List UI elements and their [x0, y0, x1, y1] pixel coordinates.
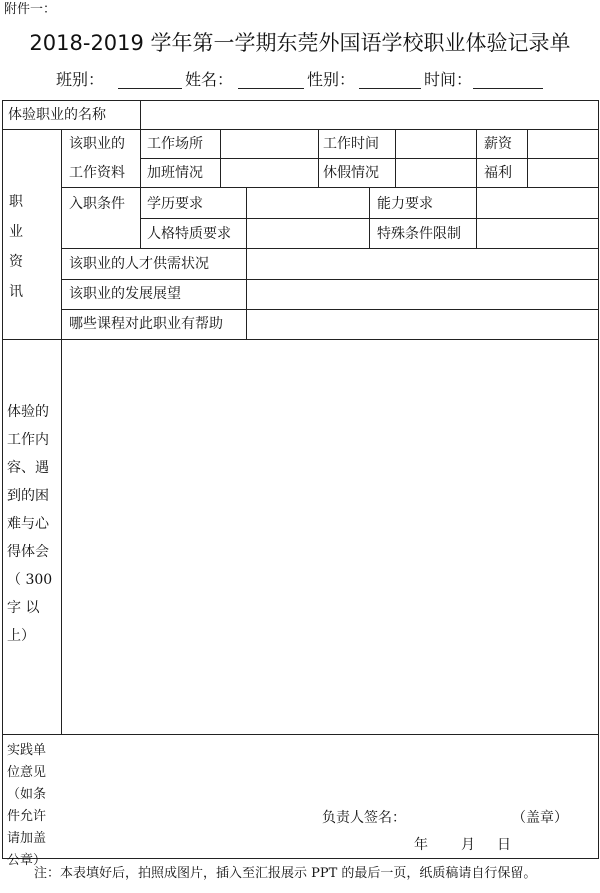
entry-conditions-label: 入职条件: [69, 196, 125, 212]
overtime-field[interactable]: [222, 160, 317, 186]
vacation-label: 休假情况: [323, 165, 379, 181]
date-year-label: 年: [414, 837, 428, 853]
special-limits-field[interactable]: [478, 220, 597, 247]
talent-supply-field[interactable]: [248, 250, 597, 278]
class-label: 班别：: [56, 70, 105, 89]
attachment-label: 附件一：: [4, 2, 57, 17]
table-border-bottom: [2, 858, 599, 859]
helpful-courses-label: 哪些课程对此职业有帮助: [69, 316, 223, 332]
grid-line: [61, 279, 598, 280]
time-label: 时间：: [424, 70, 473, 89]
talent-supply-label: 该职业的人才供需状况: [69, 256, 209, 272]
grid-line: [476, 129, 477, 187]
grid-line: [140, 129, 141, 248]
grid-line: [220, 129, 221, 187]
salary-label: 薪资: [484, 136, 512, 152]
ability-label: 能力要求: [377, 196, 433, 212]
education-label: 学历要求: [147, 196, 203, 212]
helpful-courses-field[interactable]: [248, 311, 597, 338]
experience-textarea[interactable]: [63, 341, 597, 733]
grid-line: [527, 129, 528, 187]
job-data-label-line2: 工作资料: [69, 165, 125, 181]
grid-line: [61, 129, 62, 339]
grid-line: [318, 129, 319, 187]
name-field[interactable]: [238, 88, 304, 89]
benefits-field[interactable]: [529, 160, 597, 186]
grid-line: [2, 734, 599, 735]
job-name-label: 体验职业的名称: [8, 107, 106, 123]
practice-opinion-label: 实践单位意见（如条件允许请加盖公章）: [7, 743, 47, 868]
grid-line: [476, 187, 477, 248]
grid-line: [140, 158, 598, 159]
development-field[interactable]: [248, 281, 597, 308]
workplace-label: 工作场所: [147, 136, 203, 152]
grid-line: [246, 187, 247, 339]
personality-label: 人格特质要求: [147, 226, 231, 242]
ability-field[interactable]: [478, 189, 597, 217]
work-hours-label: 工作时间: [323, 136, 379, 152]
stamp-label: （盖章）: [512, 810, 568, 826]
grid-line: [369, 187, 370, 248]
work-hours-field[interactable]: [397, 131, 475, 157]
vacation-field[interactable]: [397, 160, 475, 186]
grid-line: [2, 339, 599, 340]
signer-label: 负责人签名：: [322, 810, 406, 826]
personality-field[interactable]: [248, 220, 368, 247]
footnote: 注：本表填好后，拍照成图片，插入至汇报展示 PPT 的最后一页，纸质稿请自行保留。: [34, 866, 537, 881]
page-title: 2018-2019 学年第一学期东莞外国语学校职业体验记录单: [29, 31, 571, 55]
salary-field[interactable]: [529, 131, 597, 157]
grid-line: [61, 339, 62, 734]
development-label: 该职业的发展展望: [69, 286, 181, 302]
gender-field[interactable]: [359, 88, 421, 89]
table-border-right: [598, 100, 599, 859]
table-border-top: [2, 100, 599, 101]
grid-line: [61, 309, 598, 310]
workplace-field[interactable]: [222, 131, 317, 157]
grid-line: [140, 100, 141, 129]
grid-line: [395, 129, 396, 187]
gender-label: 性别：: [307, 70, 356, 89]
grid-line: [61, 187, 598, 188]
date-day-label: 日: [497, 837, 511, 853]
overtime-label: 加班情况: [147, 165, 203, 181]
time-field[interactable]: [473, 88, 543, 89]
experience-label: 体验的工作内容、遇到的困难与心得体会（ 300 字 以上）: [7, 404, 53, 644]
job-name-field[interactable]: [142, 102, 597, 128]
date-month-label: 月: [461, 837, 475, 853]
practice-opinion-field[interactable]: [63, 736, 597, 856]
education-field[interactable]: [248, 189, 368, 217]
grid-line: [2, 129, 599, 130]
job-data-label-line1: 该职业的: [69, 136, 125, 152]
special-limits-label: 特殊条件限制: [377, 226, 461, 242]
benefits-label: 福利: [484, 165, 512, 181]
name-label: 姓名：: [185, 70, 234, 89]
grid-line: [61, 248, 598, 249]
class-field[interactable]: [118, 88, 182, 89]
section-label-job-info: 职 业 资 讯: [9, 194, 23, 300]
